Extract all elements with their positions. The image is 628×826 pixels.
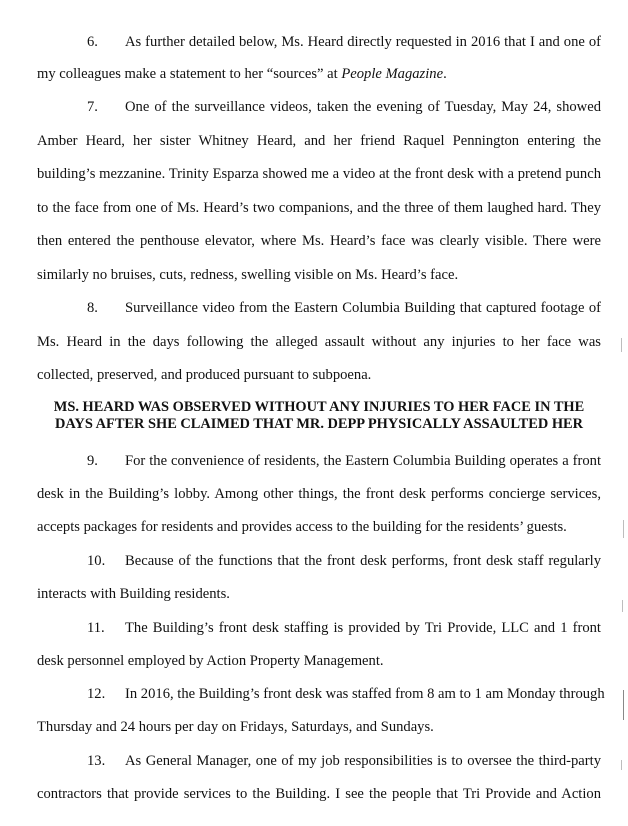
scan-mark (621, 338, 622, 352)
para-9-line-1: 9. For the convenience of residents, the Eastern Columbia Building operates a front (87, 453, 601, 469)
para-7-line-3: building’s mezzanine. Trinity Esparza showed me a video at the front desk with a pretend punch (37, 166, 601, 182)
para-9-line-2: desk in the Building’s lobby. Among other things, the front desk performs concierge services, (37, 486, 601, 502)
para-6-line-1: 6. As further detailed below, Ms. Heard directly requested in 2016 that I and one of (87, 34, 601, 50)
section-heading-line-2: DAYS AFTER SHE CLAIMED THAT MR. DEPP PHYSICALLY ASSAULTED HER (54, 416, 584, 432)
para-12-line-1: 12. In 2016, the Building’s front desk was staffed from 8 am to 1 am Monday through (87, 686, 605, 702)
para-12-number: 12. (87, 686, 106, 702)
scan-mark (622, 600, 623, 612)
para-12-line-2: Thursday and 24 hours per day on Fridays, Saturdays, and Sundays. (37, 719, 434, 735)
para-6-number: 6. (87, 34, 98, 50)
para-11-line-1: 11. The Building’s front desk staffing is provided by Tri Provide, LLC and 1 front (87, 620, 601, 636)
para-7-line-4: to the face from one of Ms. Heard’s two companions, and the three of them laughed hard. They (37, 200, 601, 216)
para-10-line-2: interacts with Building residents. (37, 586, 230, 602)
para-7-line-2: Amber Heard, her sister Whitney Heard, and her friend Raquel Pennington entering the (37, 133, 601, 149)
para-8-line-3: collected, preserved, and produced pursuant to subpoena. (37, 367, 372, 383)
publication-title: People Magazine (341, 66, 444, 82)
para-7-line-5: then entered the penthouse elevator, where Ms. Heard’s face was clearly visible. There were (37, 233, 601, 249)
scan-mark (623, 690, 624, 720)
para-8-line-1: 8. Surveillance video from the Eastern Columbia Building that captured footage of (87, 300, 601, 316)
para-11-number: 11. (87, 620, 105, 636)
para-13-line-1: 13. As General Manager, one of my job responsibilities is to oversee the third-party (87, 753, 601, 769)
para-13-line-2: contractors that provide services to the Building. I see the people that Tri Provide and Action (37, 786, 601, 802)
para-7-line-6: similarly no bruises, cuts, redness, swelling visible on Ms. Heard’s face. (37, 267, 459, 283)
para-11-line-2: desk personnel employed by Action Property Management. (37, 653, 384, 669)
para-8-number: 8. (87, 300, 98, 316)
section-heading-line-1: MS. HEARD WAS OBSERVED WITHOUT ANY INJURIES TO HER FACE IN THE (53, 399, 585, 415)
para-13-number: 13. (87, 753, 106, 769)
para-10-number: 10. (87, 553, 106, 569)
scan-mark (621, 760, 622, 770)
para-7-number: 7. (87, 99, 98, 115)
scan-mark (623, 520, 624, 538)
para-7-line-1: 7. One of the surveillance videos, taken the evening of Tuesday, May 24, showed (87, 99, 601, 115)
para-6-line-2: my colleagues make a statement to her “sources” at People Magazine. (37, 66, 447, 82)
para-9-number: 9. (87, 453, 98, 469)
para-9-line-3: accepts packages for residents and provides access to the building for the residents’ guests. (37, 519, 567, 535)
para-8-line-2: Ms. Heard in the days following the alleged assault without any injuries to her face was (37, 334, 601, 350)
para-10-line-1: 10. Because of the functions that the front desk performs, front desk staff regularly (87, 553, 601, 569)
